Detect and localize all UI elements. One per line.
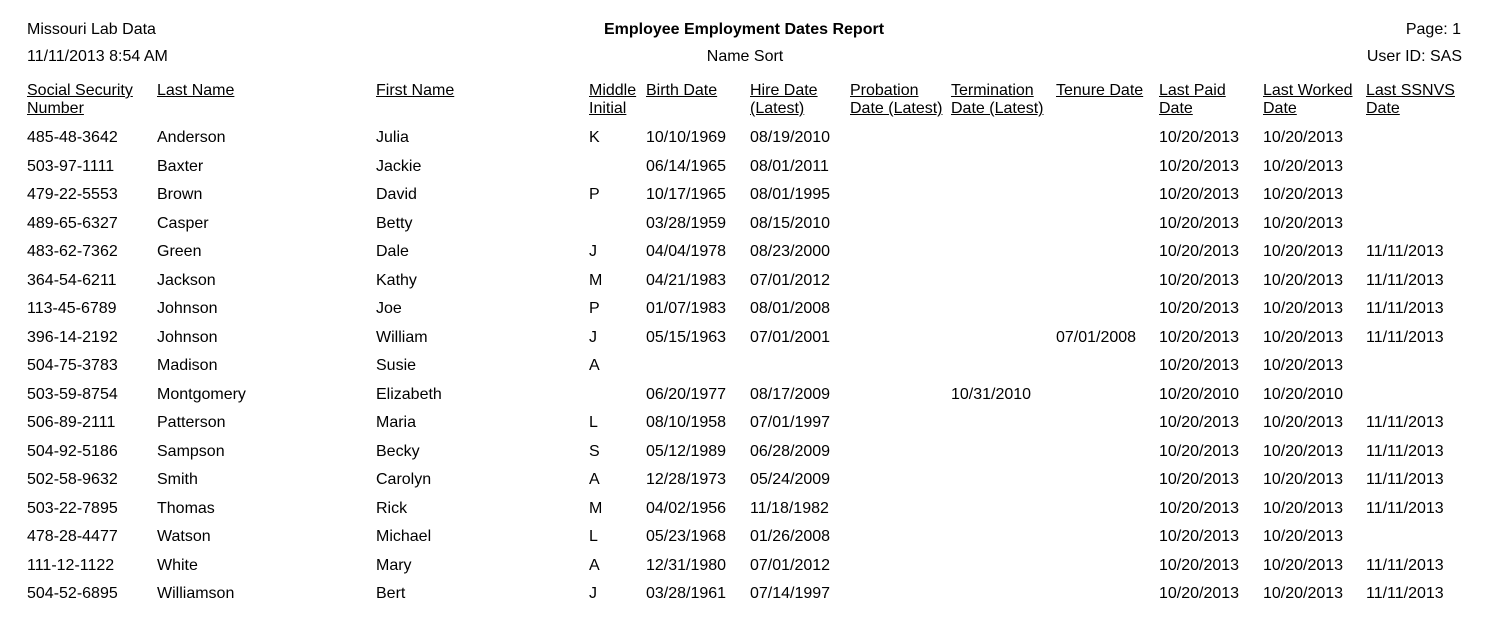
column-header-first: First Name: [376, 82, 455, 99]
cell-ssn: 504-92-5186: [27, 442, 118, 460]
cell-hire: 08/23/2000: [750, 243, 831, 260]
cell-paid: 10/20/2013: [1159, 556, 1240, 574]
cell-worked: 10/20/2013: [1263, 471, 1344, 488]
cell-term: 10/31/2010: [951, 385, 1032, 403]
cell-ssnvs: 11/11/2013: [1366, 499, 1444, 517]
cell-ssn: 489-65-6327: [27, 214, 118, 232]
cell-first: Michael: [376, 528, 432, 545]
cell-worked: 10/20/2013: [1263, 271, 1344, 289]
cell-mi: A: [589, 556, 600, 574]
cell-ssn: 483-62-7362: [27, 243, 118, 260]
cell-worked: 10/20/2013: [1263, 214, 1344, 232]
cell-first: Susie: [376, 357, 417, 374]
cell-hire: 08/15/2010: [750, 214, 831, 232]
cell-ssn: 479-22-5553: [27, 186, 118, 203]
cell-worked: 10/20/2013: [1263, 585, 1344, 602]
cell-last: Thomas: [157, 499, 215, 517]
cell-last: Johnson: [157, 328, 218, 346]
org-name: Missouri Lab Data: [27, 21, 156, 38]
cell-paid: 10/20/2013: [1159, 328, 1240, 346]
cell-hire: 01/26/2008: [750, 528, 831, 545]
cell-paid: 10/20/2013: [1159, 300, 1240, 317]
cell-hire: 07/01/2012: [750, 271, 831, 289]
cell-ssnvs: 11/11/2013: [1366, 556, 1444, 574]
column-header-paid: Last Paid Date: [1159, 82, 1226, 117]
cell-hire: 07/01/2001: [750, 328, 831, 346]
cell-paid: 10/20/2013: [1159, 499, 1240, 517]
cell-last: White: [157, 556, 198, 574]
cell-birth: 10/17/1965: [646, 186, 727, 203]
user-id: User ID: SAS: [1366, 48, 1462, 65]
cell-ssn: 503-59-8754: [27, 385, 118, 403]
cell-hire: 06/28/2009: [750, 442, 831, 460]
cell-last: Johnson: [157, 300, 218, 317]
cell-worked: 10/20/2013: [1263, 499, 1344, 517]
cell-first: Elizabeth: [376, 385, 442, 403]
cell-hire: 07/01/1997: [750, 414, 831, 431]
cell-ssn: 364-54-6211: [27, 271, 117, 289]
column-header-birth: Birth Date: [646, 82, 718, 99]
cell-birth: 12/31/1980: [646, 556, 727, 574]
cell-mi: L: [589, 414, 598, 431]
cell-worked: 10/20/2013: [1263, 300, 1344, 317]
cell-first: Kathy: [376, 271, 417, 289]
cell-mi: J: [589, 243, 597, 260]
cell-last: Brown: [157, 186, 203, 203]
cell-hire: 11/18/1982: [750, 499, 829, 517]
cell-paid: 10/20/2013: [1159, 442, 1240, 460]
cell-birth: 06/20/1977: [646, 385, 727, 403]
cell-ssn: 503-97-1111: [27, 157, 115, 175]
cell-last: Casper: [157, 214, 209, 232]
sort-label: Name Sort: [706, 48, 784, 65]
table-row: [0, 295, 1488, 324]
cell-ssn: 396-14-2192: [27, 328, 118, 346]
cell-mi: K: [589, 129, 600, 146]
cell-ssnvs: 11/11/2013: [1366, 271, 1444, 289]
cell-last: Smith: [157, 471, 198, 488]
cell-tenure: 07/01/2008: [1056, 328, 1137, 346]
cell-ssnvs: 11/11/2013: [1366, 471, 1444, 488]
page-number: Page: 1: [1405, 21, 1461, 38]
cell-birth: 05/12/1989: [646, 442, 727, 460]
cell-first: David: [376, 186, 417, 203]
table-row: [0, 381, 1488, 410]
cell-last: Baxter: [157, 157, 204, 175]
cell-paid: 10/20/2013: [1159, 214, 1240, 232]
cell-worked: 10/20/2013: [1263, 528, 1344, 545]
table-row: [0, 409, 1488, 438]
cell-paid: 10/20/2013: [1159, 186, 1240, 203]
column-header-ssnvs: Last SSNVS Date: [1366, 82, 1455, 117]
cell-last: Anderson: [157, 129, 226, 146]
report-title: Employee Employment Dates Report: [603, 21, 885, 38]
cell-ssnvs: 11/11/2013: [1366, 300, 1444, 317]
cell-mi: S: [589, 442, 600, 460]
cell-birth: 04/21/1983: [646, 271, 727, 289]
cell-last: Madison: [157, 357, 218, 374]
cell-first: Joe: [376, 300, 402, 317]
cell-mi: M: [589, 499, 603, 517]
table-row: [0, 466, 1488, 495]
cell-mi: A: [589, 357, 600, 374]
cell-worked: 10/20/2013: [1263, 157, 1344, 175]
cell-last: Jackson: [157, 271, 216, 289]
cell-birth: 04/04/1978: [646, 243, 727, 260]
cell-birth: 03/28/1959: [646, 214, 727, 232]
column-header-last: Last Name: [157, 82, 235, 99]
cell-first: Betty: [376, 214, 413, 232]
cell-first: Maria: [376, 414, 417, 431]
cell-paid: 10/20/2013: [1159, 243, 1240, 260]
cell-ssn: 506-89-2111: [27, 414, 116, 431]
table-row: [0, 523, 1488, 552]
cell-ssn: 502-58-9632: [27, 471, 118, 488]
cell-worked: 10/20/2013: [1263, 186, 1344, 203]
cell-last: Williamson: [157, 585, 235, 602]
table-row: [0, 124, 1488, 153]
cell-last: Montgomery: [157, 385, 246, 403]
cell-ssn: 504-75-3783: [27, 357, 118, 374]
table-row: [0, 495, 1488, 524]
cell-paid: 10/20/2013: [1159, 585, 1240, 602]
cell-worked: 10/20/2013: [1263, 414, 1344, 431]
column-header-worked: Last Worked Date: [1263, 82, 1353, 117]
cell-worked: 10/20/2013: [1263, 129, 1344, 146]
cell-last: Patterson: [157, 414, 226, 431]
cell-worked: 10/20/2013: [1263, 556, 1344, 574]
column-header-ssn: Social Security Number: [27, 82, 133, 117]
cell-mi: J: [589, 585, 597, 602]
cell-mi: P: [589, 300, 600, 317]
cell-hire: 08/19/2010: [750, 129, 831, 146]
cell-worked: 10/20/2010: [1263, 385, 1344, 403]
cell-hire: 07/01/2012: [750, 556, 831, 574]
cell-last: Sampson: [157, 442, 225, 460]
table-row: [0, 438, 1488, 467]
cell-ssnvs: 11/11/2013: [1366, 328, 1444, 346]
cell-hire: 08/01/2008: [750, 300, 831, 317]
cell-ssn: 504-52-6895: [27, 585, 118, 602]
cell-birth: 10/10/1969: [646, 129, 727, 146]
column-header-tenure: Tenure Date: [1056, 82, 1144, 99]
cell-mi: P: [589, 186, 600, 203]
table-row: [0, 324, 1488, 353]
cell-hire: 07/14/1997: [750, 585, 831, 602]
cell-worked: 10/20/2013: [1263, 243, 1344, 260]
cell-ssn: 485-48-3642: [27, 129, 118, 146]
cell-ssnvs: 11/11/2013: [1366, 414, 1444, 431]
cell-mi: M: [589, 271, 603, 289]
cell-birth: 06/14/1965: [646, 157, 727, 175]
column-header-hire: Hire Date (Latest): [750, 82, 818, 117]
cell-mi: J: [589, 328, 597, 346]
cell-first: Jackie: [376, 157, 422, 175]
table-row: [0, 238, 1488, 267]
table-row: [0, 153, 1488, 182]
cell-first: Rick: [376, 499, 408, 517]
cell-birth: 03/28/1961: [646, 585, 727, 602]
table-row: [0, 352, 1488, 381]
cell-ssn: 503-22-7895: [27, 499, 118, 517]
cell-paid: 10/20/2010: [1159, 385, 1240, 403]
cell-paid: 10/20/2013: [1159, 357, 1240, 374]
cell-first: Bert: [376, 585, 406, 602]
cell-worked: 10/20/2013: [1263, 442, 1344, 460]
cell-ssn: 478-28-4477: [27, 528, 118, 545]
cell-first: William: [376, 328, 428, 346]
cell-worked: 10/20/2013: [1263, 328, 1344, 346]
cell-hire: 08/01/1995: [750, 186, 831, 203]
cell-last: Green: [157, 243, 202, 260]
cell-ssnvs: 11/11/2013: [1366, 243, 1444, 260]
cell-mi: L: [589, 528, 598, 545]
cell-last: Watson: [157, 528, 211, 545]
cell-birth: 04/02/1956: [646, 499, 727, 517]
cell-paid: 10/20/2013: [1159, 528, 1240, 545]
column-header-mi: Middle Initial: [589, 82, 637, 117]
table-row: [0, 267, 1488, 296]
table-row: [0, 181, 1488, 210]
cell-paid: 10/20/2013: [1159, 129, 1240, 146]
cell-birth: 05/23/1968: [646, 528, 727, 545]
cell-hire: 05/24/2009: [750, 471, 831, 488]
column-header-prob: Probation Date (Latest): [850, 82, 943, 117]
cell-first: Dale: [376, 243, 409, 260]
cell-paid: 10/20/2013: [1159, 471, 1240, 488]
cell-paid: 10/20/2013: [1159, 157, 1240, 175]
cell-birth: 12/28/1973: [646, 471, 727, 488]
cell-ssn: 111-12-1122: [27, 556, 115, 574]
table-row: [0, 552, 1488, 581]
table-row: [0, 210, 1488, 239]
cell-birth: 08/10/1958: [646, 414, 727, 431]
report-datetime: 11/11/2013 8:54 AM: [27, 48, 168, 65]
cell-paid: 10/20/2013: [1159, 414, 1240, 431]
cell-first: Julia: [376, 129, 409, 146]
cell-birth: 01/07/1983: [646, 300, 727, 317]
cell-hire: 08/17/2009: [750, 385, 831, 403]
cell-mi: A: [589, 471, 600, 488]
cell-birth: 05/15/1963: [646, 328, 727, 346]
cell-first: Mary: [376, 556, 412, 574]
cell-hire: 08/01/2011: [750, 157, 829, 175]
cell-ssnvs: 11/11/2013: [1366, 442, 1444, 460]
cell-paid: 10/20/2013: [1159, 271, 1240, 289]
table-row: [0, 580, 1488, 609]
cell-first: Carolyn: [376, 471, 432, 488]
cell-ssn: 113-45-6789: [27, 300, 117, 317]
cell-worked: 10/20/2013: [1263, 357, 1344, 374]
cell-ssnvs: 11/11/2013: [1366, 585, 1444, 602]
column-header-term: Termination Date (Latest): [951, 82, 1044, 117]
cell-first: Becky: [376, 442, 420, 460]
